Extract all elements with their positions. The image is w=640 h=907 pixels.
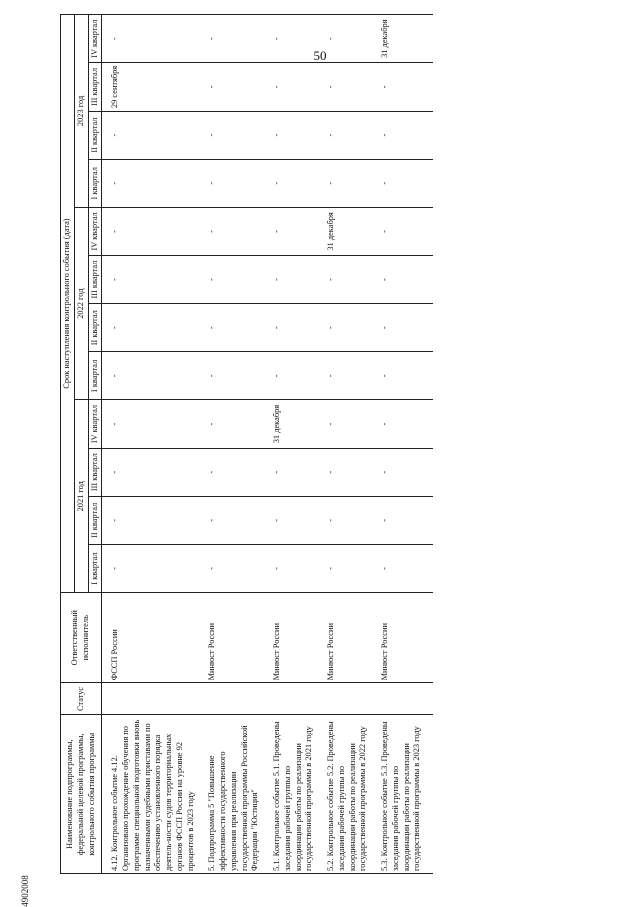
quarter-cell: - (271, 256, 325, 304)
quarter-cell: - (206, 496, 271, 544)
quarter-cell: - (206, 111, 271, 159)
header-quarter: IV квартал (88, 400, 102, 448)
quarter-cell: - (206, 448, 271, 496)
header-quarter: I квартал (88, 544, 102, 592)
quarter-cell: - (379, 63, 433, 111)
quarter-cell: - (102, 111, 207, 159)
quarter-cell: - (325, 400, 379, 448)
row-responsible: Минюст России (379, 593, 433, 683)
row-name: 5.1. Контрольное событие 5.1. Проведены заседания рабочей группы по координации работы по реализации государственной программы в 2021 году (271, 715, 325, 874)
quarter-cell: - (271, 448, 325, 496)
quarter-cell: - (325, 352, 379, 400)
row-status (271, 683, 325, 715)
row-responsible: Минюст России (325, 593, 379, 683)
quarter-cell: - (102, 400, 207, 448)
row-status (206, 683, 271, 715)
quarter-cell: - (325, 304, 379, 352)
quarter-cell: - (271, 544, 325, 592)
quarter-cell: - (271, 111, 325, 159)
row-status (102, 683, 207, 715)
row-status (379, 683, 433, 715)
quarter-cell: - (102, 15, 207, 63)
control-events-table (60, 14, 433, 874)
quarter-cell: - (271, 304, 325, 352)
quarter-cell: - (271, 15, 325, 63)
quarter-cell: - (325, 63, 379, 111)
header-quarter: I квартал (88, 352, 102, 400)
quarter-cell: - (325, 159, 379, 207)
quarter-cell: - (379, 544, 433, 592)
quarter-cell: - (206, 159, 271, 207)
row-responsible: Минюст России (206, 593, 271, 683)
header-status: Статус (61, 683, 102, 715)
quarter-cell: - (206, 544, 271, 592)
quarter-cell: - (379, 400, 433, 448)
quarter-cell: - (379, 496, 433, 544)
quarter-cell: - (379, 304, 433, 352)
document-code-text: 4902008 (20, 875, 30, 907)
quarter-cell: - (102, 496, 207, 544)
row-responsible: ФССП России (102, 593, 207, 683)
quarter-cell: - (325, 496, 379, 544)
quarter-cell: - (379, 207, 433, 255)
quarter-cell: - (271, 496, 325, 544)
quarter-cell: - (206, 256, 271, 304)
quarter-cell: 29 сентября (102, 63, 207, 111)
header-deadline: Срок наступления контрольного события (дата) (61, 15, 75, 593)
quarter-cell: - (379, 159, 433, 207)
header-quarter: I квартал (88, 159, 102, 207)
quarter-cell: - (102, 544, 207, 592)
header-quarter: IV квартал (88, 207, 102, 255)
table-row (271, 15, 325, 874)
header-quarter: II квартал (88, 111, 102, 159)
quarter-cell: - (206, 304, 271, 352)
quarter-cell: - (325, 111, 379, 159)
quarter-cell: - (271, 159, 325, 207)
quarter-cell: - (102, 352, 207, 400)
quarter-cell: - (102, 207, 207, 255)
quarter-cell: - (102, 448, 207, 496)
row-name: 5.3. Контрольное событие 5.3. Проведены заседания рабочей группы по координации работы по реализации государственной программы в 2023 году (379, 715, 433, 874)
table-row (379, 15, 433, 874)
row-responsible: Минюст России (271, 593, 325, 683)
header-quarter: III квартал (88, 63, 102, 111)
row-name: 5. Подпрограмма 5 "Повышение эффективности государственного управления при реализации государственной программы Российской Федерации "Юстиция" (206, 715, 271, 874)
quarter-cell: - (102, 256, 207, 304)
quarter-cell: - (102, 304, 207, 352)
quarter-cell: - (206, 15, 271, 63)
quarter-cell: - (206, 207, 271, 255)
header-quarter: II квартал (88, 496, 102, 544)
quarter-cell: - (271, 207, 325, 255)
table-row (325, 15, 379, 874)
table-body (102, 15, 433, 874)
quarter-cell: - (206, 63, 271, 111)
quarter-cell: - (325, 256, 379, 304)
table-row (206, 15, 271, 874)
quarter-cell: - (206, 400, 271, 448)
rotated-table-container (60, 14, 576, 874)
quarter-cell: - (379, 111, 433, 159)
quarter-cell: 31 декабря (379, 15, 433, 63)
page-number: 50 (313, 48, 327, 63)
quarter-cell: - (325, 15, 379, 63)
quarter-cell: 31 декабря (325, 207, 379, 255)
header-quarter: II квартал (88, 304, 102, 352)
quarter-cell: - (379, 448, 433, 496)
table-row (102, 15, 207, 874)
header-name: Наименование подпрограммы, федеральной целевой программы, контрольного события программы (61, 715, 102, 874)
quarter-cell: - (271, 352, 325, 400)
row-name: 5.2. Контрольное событие 5.2. Проведены заседания рабочей группы по координации работы по реализации государственной программы в 2022 году (325, 715, 379, 874)
quarter-cell: - (206, 352, 271, 400)
header-responsible: Ответственный исполнитель (61, 593, 102, 683)
header-year-2023: 2023 год (74, 15, 88, 208)
quarter-cell: - (379, 352, 433, 400)
row-name: 4.12. Контрольное событие 4.12. Организовано прохождение обучения по программе специальной подготовки вновь назначенными судебными приставами по обеспечению установленного порядка деятель-ности судов территориальных органов ФССП России на уровне 92 процентов в 2023 году (102, 715, 207, 874)
document-code (10, 875, 40, 907)
header-year-2022: 2022 год (74, 207, 88, 400)
quarter-cell: - (325, 448, 379, 496)
quarter-cell: - (271, 63, 325, 111)
header-quarter: III квартал (88, 448, 102, 496)
quarter-cell: - (325, 544, 379, 592)
quarter-cell: - (102, 159, 207, 207)
header-quarter: IV квартал (88, 15, 102, 63)
quarter-cell: 31 декабря (271, 400, 325, 448)
header-year-2021: 2021 год (74, 400, 88, 593)
quarter-cell: - (379, 256, 433, 304)
row-status (325, 683, 379, 715)
header-quarter: III квартал (88, 256, 102, 304)
